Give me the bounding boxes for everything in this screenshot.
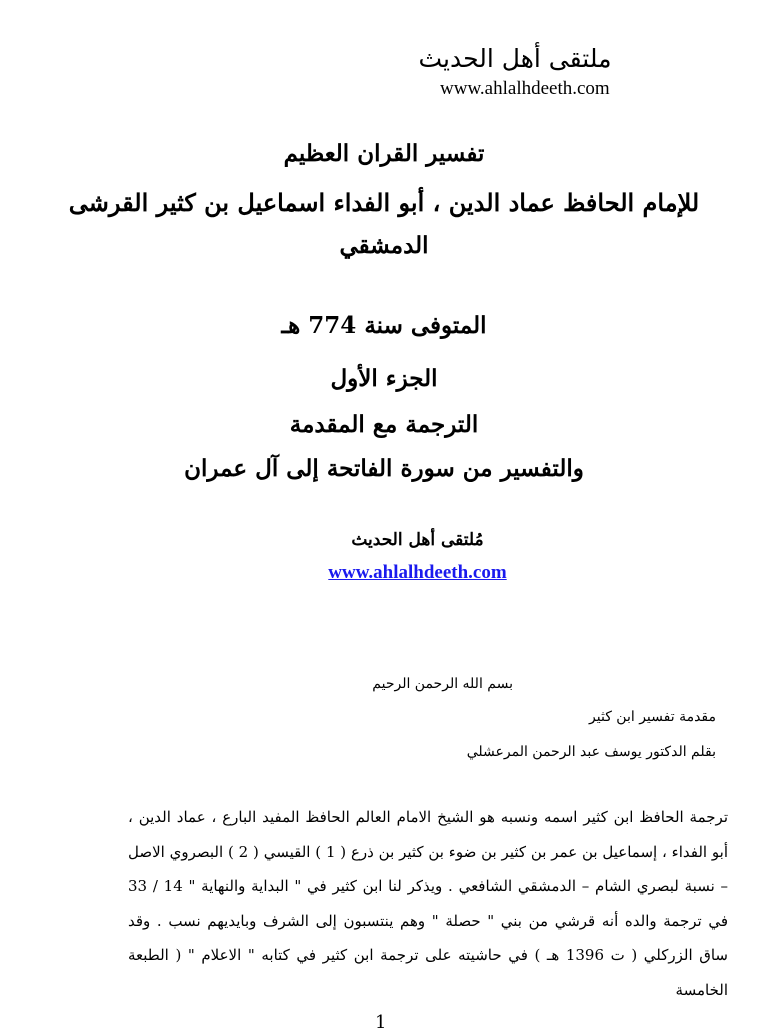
- book-title: تفسير القران العظيم: [283, 140, 485, 167]
- source-link[interactable]: www.ahlalhdeeth.com: [328, 562, 507, 583]
- author-line-2: الدمشقي: [339, 232, 429, 259]
- contents-line-1: الترجمة مع المقدمة: [289, 411, 479, 438]
- basmala: بسم الله الرحمن الرحيم: [372, 676, 513, 692]
- volume-label: الجزء الأول: [330, 365, 438, 392]
- intro-byline: بقلم الدكتور يوسف عبد الرحمن المرعشلي: [466, 744, 716, 760]
- source-site-name: مُلتقى أهل الحديث: [351, 530, 484, 550]
- site-url-header: www.ahlalhdeeth.com: [440, 78, 610, 99]
- page-number: 1: [375, 1012, 387, 1033]
- author-line-1: للإمام الحافظ عماد الدين ، أبو الفداء اسماعيل بن كثير القرشى: [68, 188, 700, 217]
- contents-line-2: والتفسير من سورة الفاتحة إلى آل عمران: [184, 455, 584, 482]
- body-paragraph: ترجمة الحافظ ابن كثير اسمه ونسبه هو الشيخ الامام العالم الحافظ المفيد البارع ، عماد الدين ، أبو الفداء ، إسماعيل بن عمر بن كثير بن ضوء بن كثير بن ذرع ( 1 ) القيسي ( 2 ) البصروي الاصل – نسبة لبصري الشام – الدمشقي الشافعي . ويذكر لنا ابن كثير في " البداية والنهاية " 14 / 33 في ترجمة والده أنه قرشي من بني " حصلة " وهم ينتسبون إلى الشرف وبايديهم نسب . وقد ساق الزركلي ( ت 1396 هـ ) في حاشيته على ترجمة ابن كثير في كتابه " الاعلام " ( الطبعة الخامسة: [128, 808, 729, 999]
- death-date: المتوفى سنة 774 هـ: [281, 312, 487, 339]
- intro-heading: مقدمة تفسير ابن كثير: [589, 709, 716, 725]
- site-name-header: ملتقى أهل الحديث: [418, 44, 612, 73]
